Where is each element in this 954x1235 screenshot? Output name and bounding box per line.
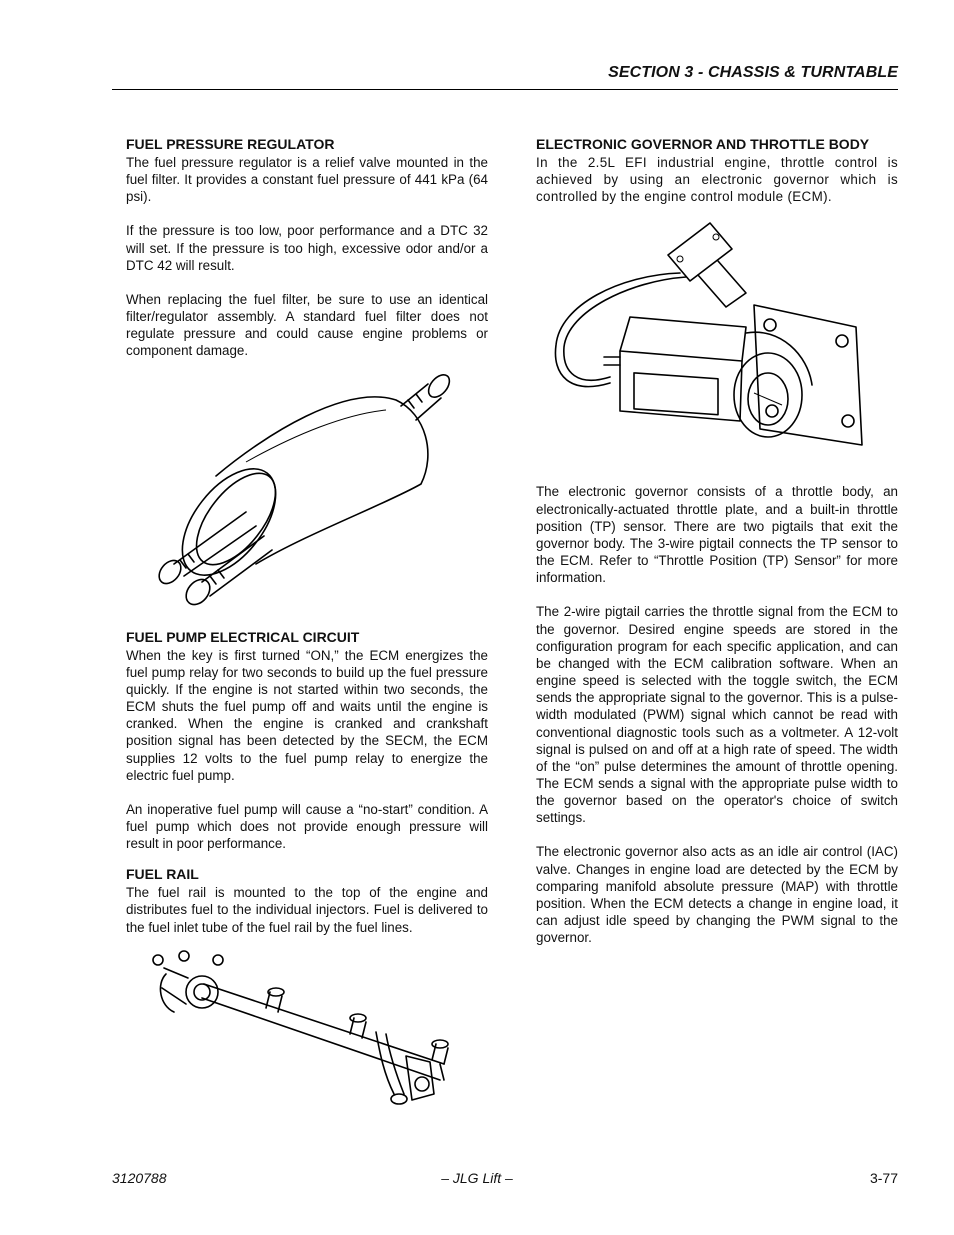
- heading-fuel-pressure-regulator: FUEL PRESSURE REGULATOR: [126, 136, 335, 152]
- paragraph: The fuel rail is mounted to the top of the engine and distributes fuel to the individual injectors. Fuel is delivered to the fuel inlet tube of the fuel rail by the fuel lines.: [126, 885, 488, 935]
- footer-doc-number: 3120788: [112, 1170, 167, 1186]
- header-divider: [112, 89, 898, 90]
- footer-page-number: 3-77: [869, 1170, 898, 1186]
- left-column: [126, 135, 488, 1114]
- fuel-filter-illustration: [146, 364, 466, 618]
- right-column: [536, 135, 898, 946]
- footer-publisher: – JLG Lift –: [441, 1170, 513, 1186]
- paragraph: When replacing the fuel filter, be sure to use an identical filter/regulator assembly. A standard fuel filter does not regulate pressure and could cause engine problems or component damage.: [126, 291, 488, 359]
- fuel-rail-illustration: [144, 944, 474, 1114]
- paragraph: When the key is first turned “ON,” the ECM energizes the fuel pump relay for two seconds to build up the fuel pressure quickly. If the engine is not started within two seconds, the ECM shuts the fuel pump off and waits until the engine is cranked. When the engine is cranked and crankshaft position signal has been detected by the SECM, the ECM supplies 12 volts to the fuel pump relay to energize the electric fuel pump.: [126, 647, 488, 783]
- paragraph: If the pressure is too low, poor performance and a DTC 32 will set. If the pressure is too high, excessive odor and/or a DTC 42 will result.: [126, 223, 488, 273]
- paragraph: The 2-wire pigtail carries the throttle signal from the ECM to the governor. Desired engine speeds are stored in the configuration program for each specific application, and can be changed with the ECM calibration software. When an engine speed is selected with the toggle switch, the ECM sends the appropriate signal to the governor. This is a pulse-width modulated (PWM) signal which cannot be read with conventional diagnostic tools such as a voltmeter. A 12-volt signal is pulsed on and off at a high rate of speed. The width of the “on” pulse determines the amount of throttle opening. The ECM sends a signal with the appropriate pulse width to the governor based on the operator's choice of switch settings.: [536, 604, 898, 826]
- heading-fuel-rail: FUEL RAIL: [126, 866, 199, 883]
- electronic-governor-illustration: [550, 215, 870, 465]
- paragraph: The electronic governor also acts as an idle air control (IAC) valve. Changes in engine load are detected by the ECM by comparing manifold absolute pressure (MAP) with throttle position. When the ECM detects a change in engine load, it can adjust idle speed by changing the PWM signal to the governor.: [536, 844, 898, 946]
- heading-electronic-governor: ELECTRONIC GOVERNOR AND THROTTLE BODY: [536, 136, 870, 152]
- paragraph: The fuel pressure regulator is a relief valve mounted in the fuel filter. It provides a constant fuel pressure of 441 kPa (64 psi).: [126, 155, 488, 205]
- section-title: SECTION 3 - CHASSIS & TURNTABLE: [608, 64, 898, 81]
- heading-fuel-pump-electrical-circuit: FUEL PUMP ELECTRICAL CIRCUIT: [126, 628, 360, 645]
- paragraph: In the 2.5L EFI industrial engine, throttle control is achieved by using an electronic governor which is controlled by the engine control module (ECM).: [536, 155, 898, 205]
- paragraph: An inoperative fuel pump will cause a “no-start” condition. A fuel pump which does not provide enough pressure will result in poor performance.: [126, 801, 488, 852]
- paragraph: The electronic governor consists of a throttle body, an electronically-actuated throttle plate, and a built-in throttle position (TP) sensor. There are two pigtails that exit the governor body. The 3-wire pigtail connects the TP sensor to the ECM. Refer to “Throttle Position (TP) Sensor” for more information.: [536, 484, 898, 586]
